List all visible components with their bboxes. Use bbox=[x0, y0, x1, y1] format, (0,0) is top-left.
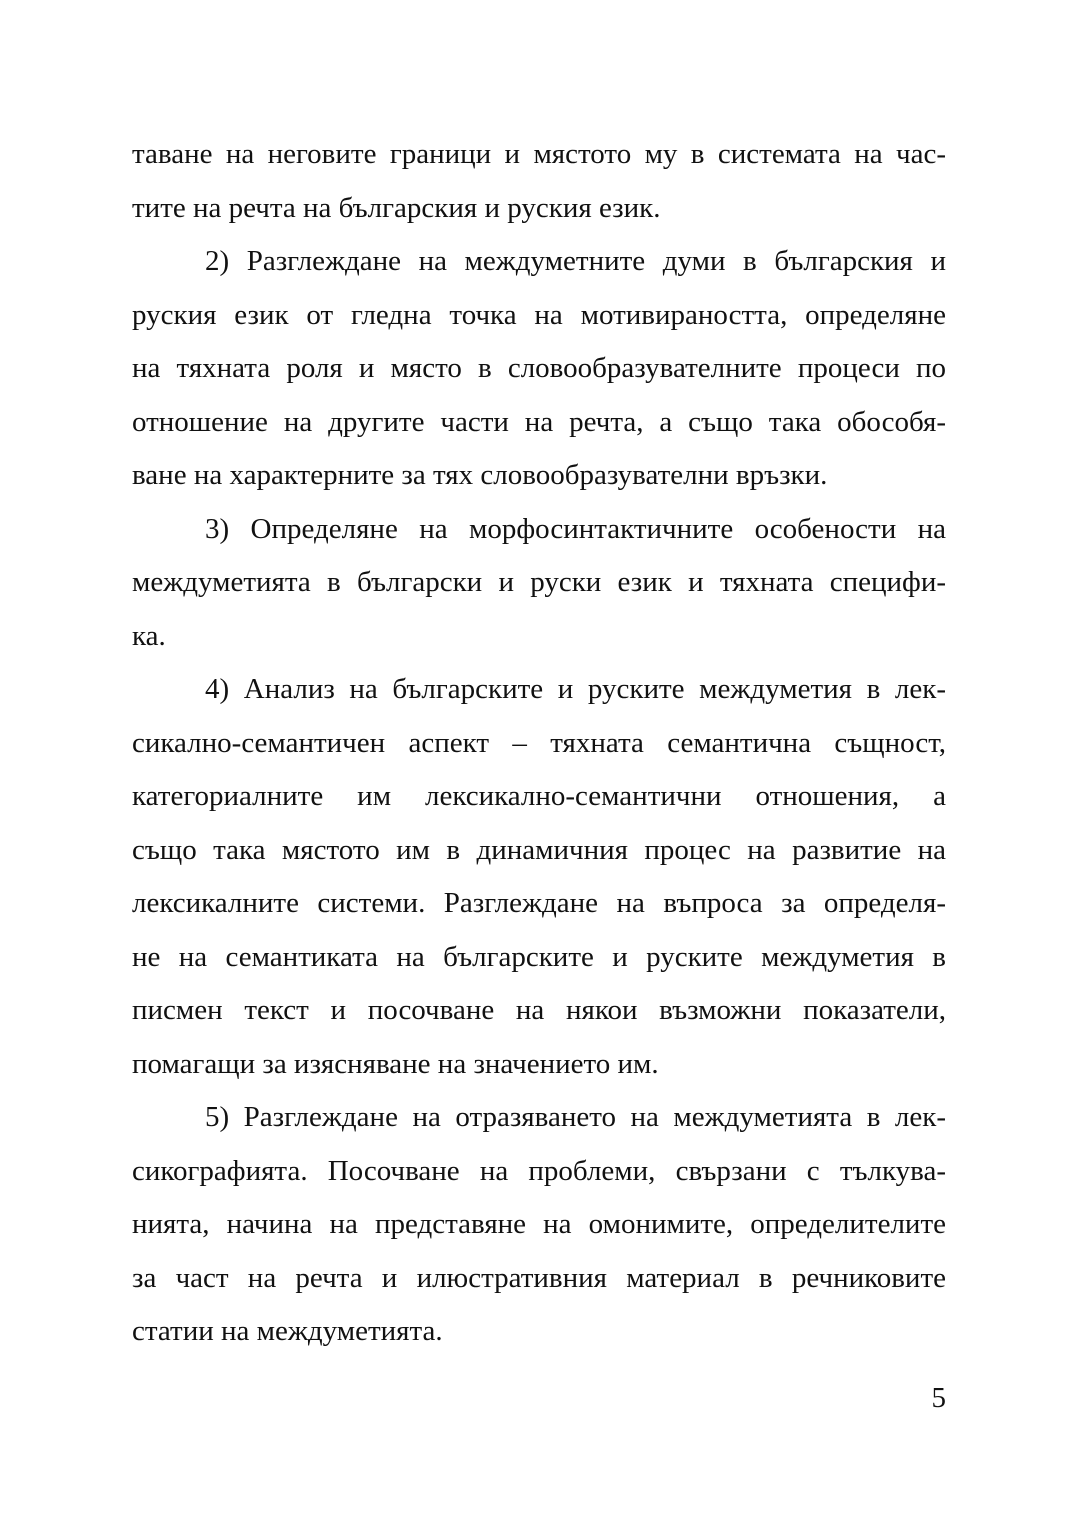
paragraph-first-line: 3) Определяне на морфосинтактичните особености на bbox=[205, 512, 946, 545]
text-line: не на семантиката на българските и руските междуметия в bbox=[132, 940, 946, 973]
text-line: също така мястото им в динамичния процес на развитие на bbox=[132, 833, 946, 866]
text-line: нията, начина на представяне на омонимите, определителите bbox=[132, 1208, 946, 1240]
text-line: ване на характерните за тях словообразувателни връзки. bbox=[132, 459, 828, 491]
text-line: лексикалните системи. Разглеждане на въпроса за определя- bbox=[132, 887, 946, 919]
paragraph-first-line: 4) Анализ на българските и руските междуметия в лек- bbox=[205, 673, 946, 705]
text-line: за част на речта и илюстративния материал в речниковите bbox=[132, 1261, 946, 1294]
page-number: 5 bbox=[931, 1382, 946, 1414]
text-line: сикографията. Посочване на проблеми, свързани с тълкува- bbox=[132, 1154, 946, 1187]
paragraph-first-line: 5) Разглеждане на отразяването на междуметията в лек- bbox=[205, 1101, 946, 1133]
text-line: тите на речта на българския и руския език. bbox=[132, 191, 661, 224]
text-line: категориалните им лексикално-семантични отношения, а bbox=[132, 780, 946, 812]
text-line: сикално-семантичен аспект – тяхната семантична същност, bbox=[132, 726, 946, 759]
paragraph-first-line: 2) Разглеждане на междуметните думи в българския и bbox=[205, 245, 946, 277]
text-line: ка. bbox=[132, 619, 166, 652]
text-line: писмен текст и посочване на някои възможни показатели, bbox=[132, 994, 946, 1026]
text-line: помагащи за изясняване на значението им. bbox=[132, 1047, 659, 1080]
text-line: на тяхната роля и място в словообразувателните процеси по bbox=[132, 352, 946, 384]
text-line: таване на неговите граници и мястото му в системата на час- bbox=[132, 138, 946, 170]
text-line: статии на междуметията. bbox=[132, 1315, 443, 1347]
body-text bbox=[132, 128, 946, 1359]
text-line: отношение на другите части на речта, а също така обособя- bbox=[132, 405, 946, 438]
text-line: междуметията в български и руски език и тяхната специфи- bbox=[132, 566, 946, 598]
text-line: руския език от гледна точка на мотивираността, определяне bbox=[132, 298, 946, 331]
